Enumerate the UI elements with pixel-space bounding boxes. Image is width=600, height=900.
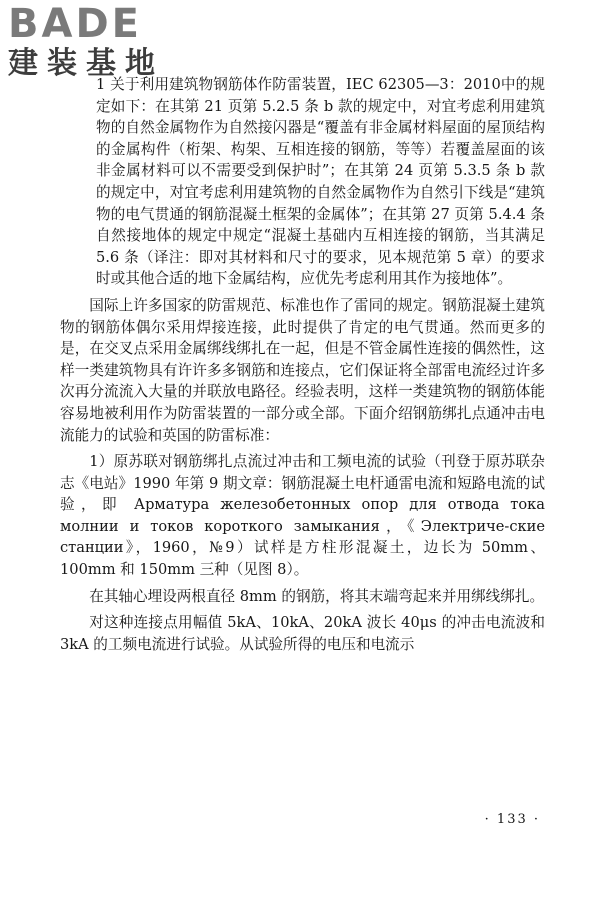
paragraph-soviet-test: 1）原苏联对钢筋绑扎点流过冲击和工频电流的试验（刊登于原苏联杂志《电站》1990 年第 9 期文章：钢筋混凝土电杆通雷电流和短路电流的试验，即 Арматура железобетонных опор для отвода тока молнии и токов короткого замыкания，《Электриче-ские станции》，1960，№9）试样是方柱形混凝土，边长为 50mm、100mm 和 150mm 三种（见图 8）。 <box>60 453 545 579</box>
paragraph-iec-provisions: 1 关于利用建筑物钢筋体作防雷装置，IEC 62305—3：2010中的规定如下：在其第 21 页第 5.2.5 条 b 款的规定中，对宜考虑利用建筑物的自然金属物作为自然接闪器是“覆盖有非金属材料屋面的屋顶结构的金属构件（桁架、构架、互相连接的钢筋，等等）若覆盖屋面的该非金属材料可以不需要受到保护时”；在其第 24 页第 5.3.5 条 b 款的规定中，对宜考虑利用建筑物的自然金属物作为自然引下线是“建筑物的电气贯通的钢筋混凝土框架的金属体”；在其第 27 页第 5.4.4 条自然接地体的规定中规定“混凝土基础内互相连接的钢筋，当其满足 5.6 条（译注：即对其材料和尺寸的要求，见本规范第 5 章）的要求时或其他合适的地下金属结构，应优先考虑利用其作为接地体”。 <box>96 76 545 288</box>
page-number: · 133 · <box>484 812 540 827</box>
watermark-chinese-text: 建装基地 <box>8 46 164 81</box>
paragraph-rebar-setup: 在其轴心埋设两根直径 8mm 的钢筋，将其末端弯起来并用绑线绑扎。 <box>89 587 545 605</box>
paragraph-international-practice: 国际上许多国家的防雷规范、标准也作了雷同的规定。钢筋混凝土建筑物的钢筋体偶尔采用焊接连接，此时提供了肯定的电气贯通。然而更多的是，在交叉点采用金属绑线绑扎在一起，但是不管金属性连接的偶然性，这样一类建筑物具有许许多多钢筋和连接点，它们保证将全部雷电流经过许多次再分流流入大量的并联放电路径。经验表明，这样一类建筑物的钢筋体能容易地被利用作为防雷装置的一部分或全部。下面介绍钢筋绑扎点通冲击电流能力的试验和英国的防雷标准： <box>60 296 545 444</box>
paragraph-test-currents: 对这种连接点用幅值 5kA、10kA、20kA 波长 40μs 的冲击电流波和 3kA 的工频电流进行试验。从试验所得的电压和电流示 <box>60 614 545 653</box>
watermark-latin-text: BADE <box>8 1 142 47</box>
page-body <box>60 74 545 655</box>
bade-watermark-logo <box>8 2 178 94</box>
